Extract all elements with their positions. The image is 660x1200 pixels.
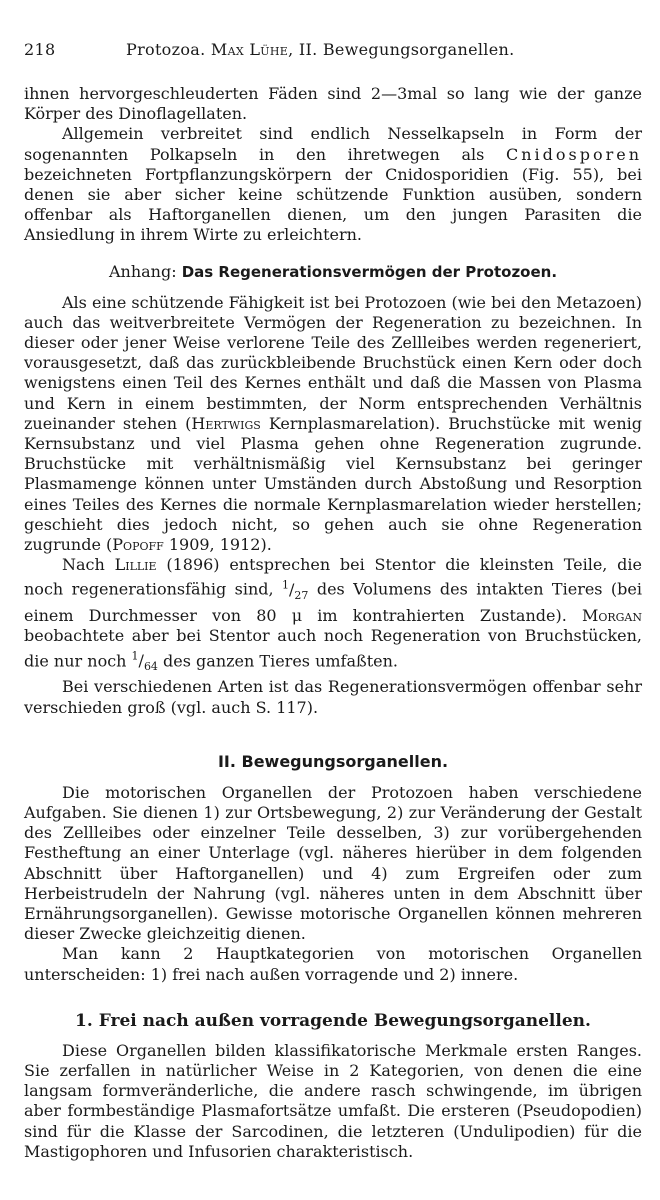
subsection-heading: 1. Frei nach außen vorragende Bewegungsorganellen. <box>75 1010 591 1031</box>
fraction-denominator: 27 <box>294 588 309 602</box>
section-paragraph-2: Man kann 2 Hauptkategorien von motorischen Organellen unterscheiden: 1) frei nach außen vorragende und 2) innere. <box>24 944 642 984</box>
intro-p2-text-a: Allgemein verbreitet sind endlich Nesselkapseln in Form der sogenannten Polkapseln in den ihretwegen als <box>24 124 642 164</box>
fraction-denominator: 64 <box>143 660 158 674</box>
running-title-prefix: Protozoa. <box>126 40 206 59</box>
intro-p2-spaced-term: Cnidosporen <box>505 144 642 164</box>
appendix-paragraph-2 <box>24 555 642 677</box>
author-popoff: Popoff <box>112 535 164 555</box>
author-lillie: Lillie <box>114 555 157 575</box>
appendix-label: Anhang: <box>108 261 177 281</box>
appendix-p2-text-d: beobachtete aber bei Stentor auch noch Regeneration von Bruchstücken, die nur noch <box>24 626 642 670</box>
appendix-p1-text-b: Kernplasmarelation). Bruchstücke mit wenig Kernsubstanz und viel Plasma gehen ohne Regeneration zugrunde. Bruchstücke mit verhältnismäßig viel Kernsubstanz bei geringer Plasmamenge können unter Umständen durch Abstoßung und Resorption eines Teiles des Kernes die normale Kernplasmarelation wieder herstellen; geschieht dies jedoch nicht, so gehen auch sie ohne Regeneration zugrunde ( <box>24 413 642 555</box>
running-title-suffix: , II. Bewegungsorganellen. <box>288 40 515 59</box>
appendix-paragraph-3: Bei verschiedenen Arten ist das Regenerationsvermögen offenbar sehr verschieden groß (vgl. auch S. 117). <box>24 677 642 717</box>
appendix-heading <box>24 262 642 281</box>
fraction-1-27: $^1/_{27}$ <box>282 578 309 602</box>
appendix-p2-text-e: des ganzen Tieres umfaßten. <box>157 650 398 670</box>
intro-paragraph-2 <box>24 124 642 245</box>
author-morgan: Morgan <box>581 606 642 626</box>
book-page <box>24 40 642 1162</box>
running-title <box>126 40 642 59</box>
section-paragraph-1: Die motorischen Organellen der Protozoen haben verschiedene Aufgaben. Sie dienen 1) zur Ortsbewegung, 2) zur Veränderung der Gestalt des Zellleibes oder einzelner Teile desselben, 3) zur vorübergehenden Festheftung an einer Unterlage (vgl. näheres hierüber in dem folgenden Abschnitt über Haftorganellen) und 4) zum Ergreifen oder zum Herbeistrudeln der Nahrung (vgl. näheres unten in dem Abschnitt über Ernährungsorganellen). Gewisse motorische Organellen können mehreren dieser Zwecke gleichzeitig dienen. <box>24 782 642 944</box>
appendix-p1-text-a: Als eine schützende Fähigkeit ist bei Protozoen (wie bei den Metazoen) auch das weitverbreitete Vermögen der Regeneration zu bezeichnen. In dieser oder jener Weise verlorene Teile des Zellleibes werden regeneriert, vorausgesetzt, daß das zurückbleibende Bruchstück einen Kern oder doch wenigstens einen Teil des Kernes enthält und daß die Massen von Plasma und Kern in einem bestimmten, der Norm entsprechenden Verhältnis zueinander stehen ( <box>24 292 642 433</box>
running-header <box>24 40 642 70</box>
appendix-p2-text-b: (1896) entsprechen bei Stentor die kleinsten Teile, die noch regenerationsfähig sind, <box>24 555 642 599</box>
section-heading: II. Bewegungsorganellen. <box>217 751 449 771</box>
fraction-numerator: 1 <box>282 578 290 592</box>
intro-p2-text-b: bezeichneten Fortpflanzungskörpern der Cnidosporidien (Fig. 55), bei denen sie aber sicher keine schützende Funktion ausüben, sondern offenbar als Haftorganellen dienen, um den jungen Parasiten die Ansiedlung in ihrem Wirte zu erleichtern. <box>24 164 642 245</box>
subsection-paragraph-1: Diese Organellen bilden klassifikatorische Merkmale ersten Ranges. Sie zerfallen in natürlicher Weise in 2 Kategorien, von denen die eine langsam formveränderliche, die andere rasch schwingende, im übrigen aber formbeständige Plasmafortsätze umfaßt. Die ersteren (Pseudopodien) sind für die Klasse der Sarcodinen, die letzteren (Undulipodien) für die Mastigophoren und Infusorien charakteristisch. <box>24 1040 642 1161</box>
appendix-paragraph-1 <box>24 293 642 556</box>
author-hertwig: Hertwigs <box>191 413 261 433</box>
appendix-title: Das Regenerationsvermögen der Protozoen. <box>181 262 558 281</box>
appendix-p2-text-c: des Volumens des intakten Tieres (bei einem Durchmesser von 80 μ im kontrahierten Zustande). <box>24 579 643 626</box>
fraction-numerator: 1 <box>131 649 139 663</box>
appendix-p2-text-a: Nach <box>62 555 115 575</box>
intro-paragraph-1: ihnen hervorgeschleuderten Fäden sind 2—3mal so lang wie der ganze Körper des Dinoflagellaten. <box>24 84 642 124</box>
running-title-author: Max Lühe <box>210 40 289 59</box>
appendix-p1-text-c: 1909, 1912). <box>163 535 272 555</box>
fraction-1-64: $^1/_{64}$ <box>131 649 158 674</box>
page-number: 218 <box>24 40 56 59</box>
